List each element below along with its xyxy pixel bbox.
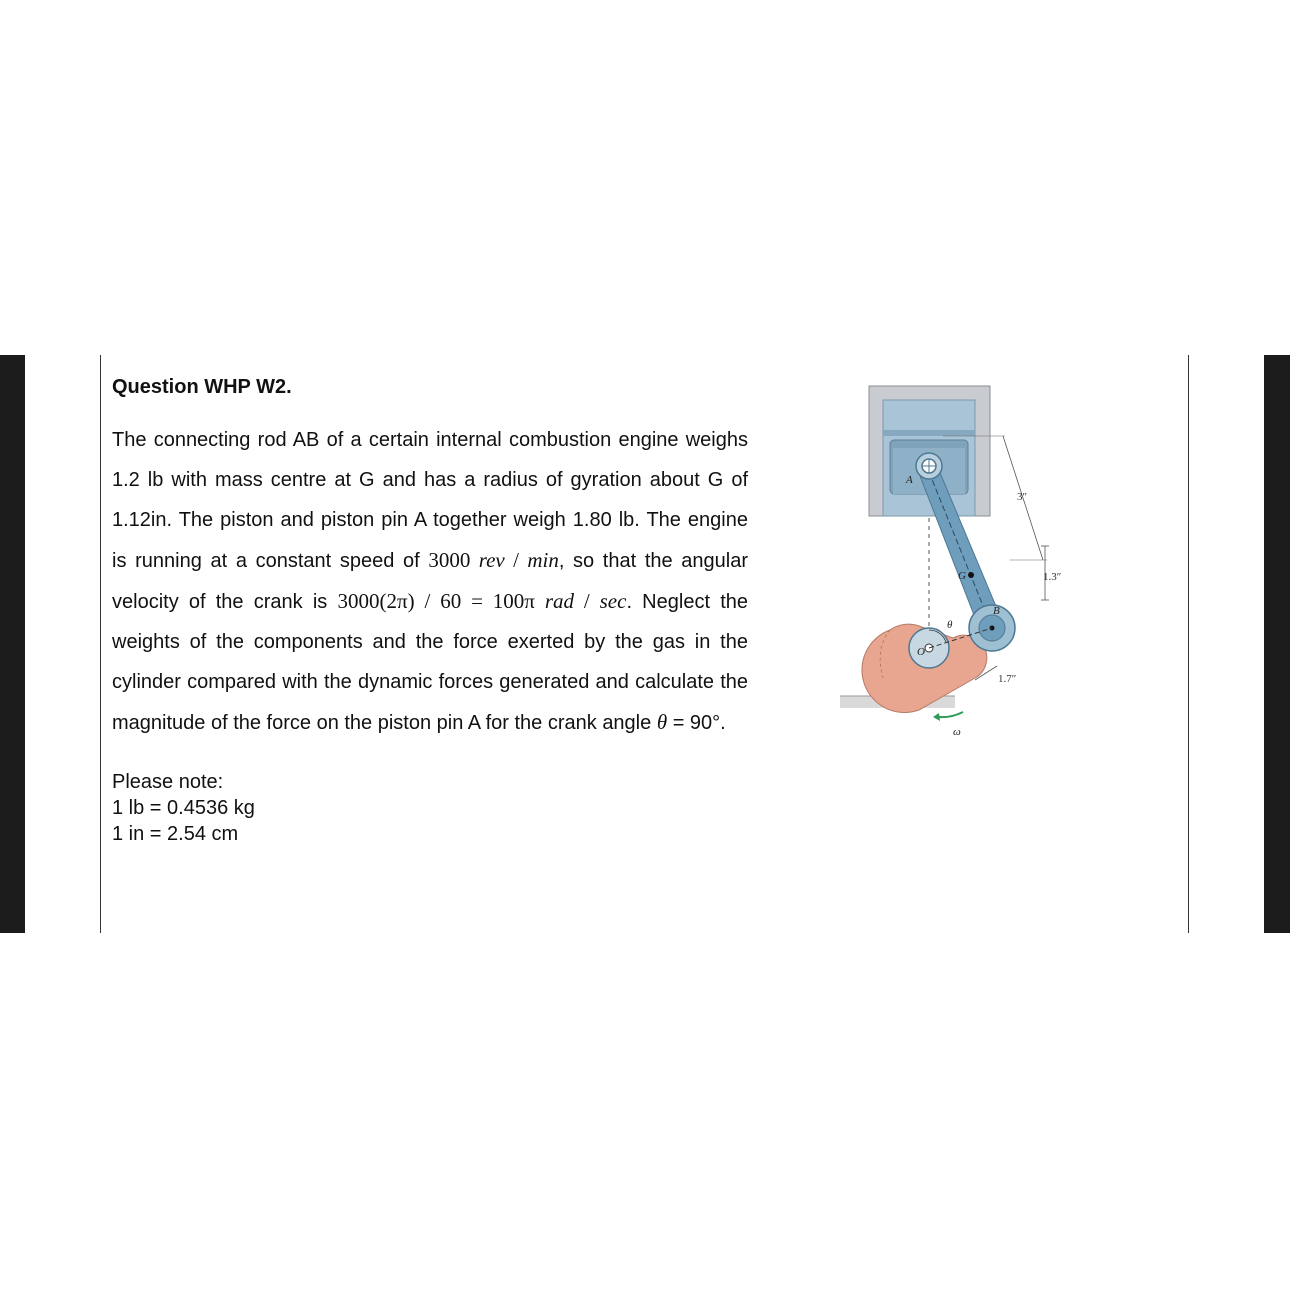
label-a: A xyxy=(906,474,913,486)
right-dark-bar xyxy=(1264,355,1290,933)
speed-value: 3000 rev / min xyxy=(428,548,559,572)
question-content xyxy=(112,372,748,847)
left-border-line xyxy=(100,355,101,933)
question-body xyxy=(112,420,748,743)
engine-diagram xyxy=(835,378,1085,738)
note-line-lb: 1 lb = 0.4536 kg xyxy=(112,797,255,819)
label-dim-1-7: 1.7″ xyxy=(998,673,1017,685)
body-text-4: = 90°. xyxy=(667,712,726,734)
note-title: Please note: xyxy=(112,771,224,793)
note-block xyxy=(112,769,748,847)
right-border-line xyxy=(1188,355,1189,933)
label-dim-3: 3″ xyxy=(1017,491,1028,503)
angular-velocity-expression: 3000(2π) / 60 = 100π rad / sec xyxy=(337,589,627,613)
question-heading: Question WHP W2. xyxy=(112,376,292,398)
label-dim-1-3: 1.3″ xyxy=(1043,571,1062,583)
omega-arrow xyxy=(939,712,963,717)
note-line-in: 1 in = 2.54 cm xyxy=(112,823,239,845)
label-b: B xyxy=(993,605,1000,617)
body-text-1: The connecting rod AB of a certain internal combustion engine weighs 1.2 lb with mass centre at G and has a radius of gyration about G of 1.12in. The piston and piston pin A together weigh 1.80 lb. The engine is running at a constant speed of xyxy=(112,429,748,572)
theta-symbol: θ xyxy=(656,710,668,734)
body-text-2: , so that the angular velocity of the crank is xyxy=(112,550,749,613)
body-text-3: . Neglect the weights of the components and the force exerted by the gas in the cylinder compared with the dynamic forces generated and calculate the magnitude of the force on the piston pin A for the crank angle xyxy=(112,591,748,734)
left-dark-bar xyxy=(0,355,25,933)
mass-centre-g xyxy=(968,572,974,578)
label-omega: ω xyxy=(953,726,961,738)
engine-figure xyxy=(835,378,1085,738)
label-g: G xyxy=(958,570,966,582)
label-theta: θ xyxy=(947,619,953,631)
label-o: O xyxy=(917,646,925,658)
